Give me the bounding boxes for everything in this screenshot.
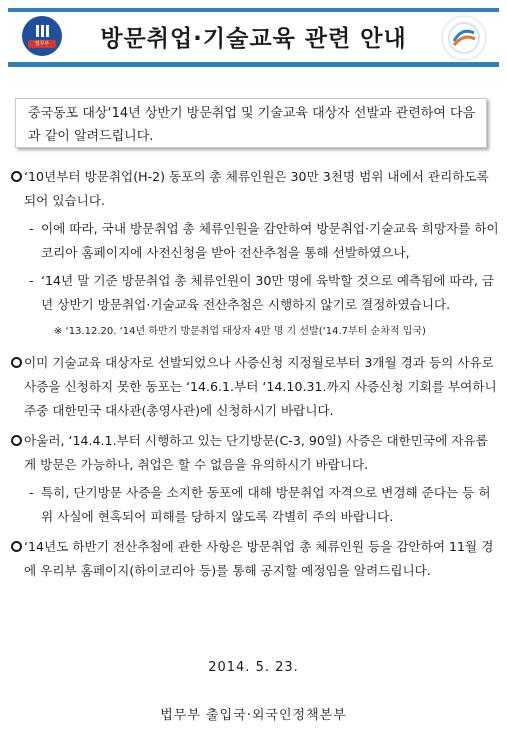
document-header: [0, 0, 507, 76]
notice-body: [8, 165, 499, 589]
circle-bullet-icon: [11, 541, 22, 552]
ministry-emblem-icon: [22, 16, 62, 56]
list-item: [8, 535, 499, 583]
emblem-label: 법무부: [28, 40, 56, 48]
list-item: [8, 351, 499, 423]
immigration-logo-icon: [441, 15, 487, 61]
circle-bullet-icon: [11, 357, 22, 368]
issuer-signature: 법무부 출입국·외국인정책본부: [160, 708, 347, 723]
header-bottom-rule: [8, 62, 499, 67]
sub-item: - 이에 따라, 국내 방문취업 총 체류인원을 감안하여 방문취업·기술교육 희망자를 하이코리아 홈페이지에 사전신청을 받아 전산추첨을 통해 선발하였으나,: [24, 217, 499, 265]
sub-item-text: 특히, 단기방문 사증을 소지한 동포에 대해 방문취업 자격으로 변경해 준다는 등 허위 사실에 현혹되어 피해를 당하지 않도록 각별히 주의 바랍니다.: [41, 485, 491, 524]
footnote: ※ ‘13.12.20. ‘14년 하반기 방문취업 대상자 4만 명 기 선발(‘14.7부터 순차적 입국): [54, 326, 426, 337]
item-text: 이미 기술교육 대상자로 선발되었으나 사증신청 지정월로부터 3개월 경과 등의 사유로 사증을 신청하지 못한 동포는 ‘14.6.1.부터 ‘14.10.31.까지 사증신청 기회를 부여하니 주중 대한민국 대사관(총영사관)에 신청하시기 바랍니다.: [24, 355, 497, 418]
circle-bullet-icon: [11, 435, 22, 446]
item-text: ‘14년도 하반기 전산추첨에 관한 사항은 방문취업 총 체류인원 등을 감안하여 11월 경에 우리부 홈페이지(하이코리아 등)를 통해 공지할 예정임을 알려드립니다.: [24, 539, 494, 578]
sub-item-text: 이에 따라, 국내 방문취업 총 체류인원을 감안하여 방문취업·기술교육 희망자를 하이코리아 홈페이지에 사전신청을 받아 전산추첨을 통해 선발하였으나,: [41, 221, 499, 260]
item-text: 아울러, ‘14.4.1.부터 시행하고 있는 단기방문(C-3, 90일) 사증은 대한민국에 자유롭게 방문은 가능하나, 취업은 할 수 없음을 유의하시기 바랍니다.: [24, 433, 488, 472]
circle-bullet-icon: [11, 171, 22, 182]
intro-box: 중국동포 대상‘14년 상반기 방문취업 및 기술교육 대상자 선발과 관련하여 다음과 같이 알려드립니다.: [15, 98, 487, 148]
sub-item-text: ‘14년 말 기준 방문취업 총 체류인원이 30만 명에 육박할 것으로 예측됨에 따라, 금년 상반기 방문취업·기술교육 전산추첨은 시행하지 않기로 결정하였습니다.: [41, 273, 495, 312]
list-item: [8, 429, 499, 529]
issue-date: 2014. 5. 23.: [208, 660, 299, 675]
list-item: [8, 165, 499, 345]
item-text: ‘10년부터 방문취업(H-2) 동포의 총 체류인원은 30만 3천명 범위 내에서 관리하도록 되어 있습니다.: [24, 169, 489, 208]
header-top-rule: [8, 8, 499, 12]
page-title: 방문취업·기술교육 관련 안내: [100, 26, 407, 52]
sub-item: - 특히, 단기방문 사증을 소지한 동포에 대해 방문취업 자격으로 변경해 준다는 등 허위 사실에 현혹되어 피해를 당하지 않도록 각별히 주의 바랍니다.: [24, 481, 499, 529]
sub-item: - ‘14년 말 기준 방문취업 총 체류인원이 30만 명에 육박할 것으로 예측됨에 따라, 금년 상반기 방문취업·기술교육 전산추첨은 시행하지 않기로 결정하였습니다.: [24, 269, 499, 317]
